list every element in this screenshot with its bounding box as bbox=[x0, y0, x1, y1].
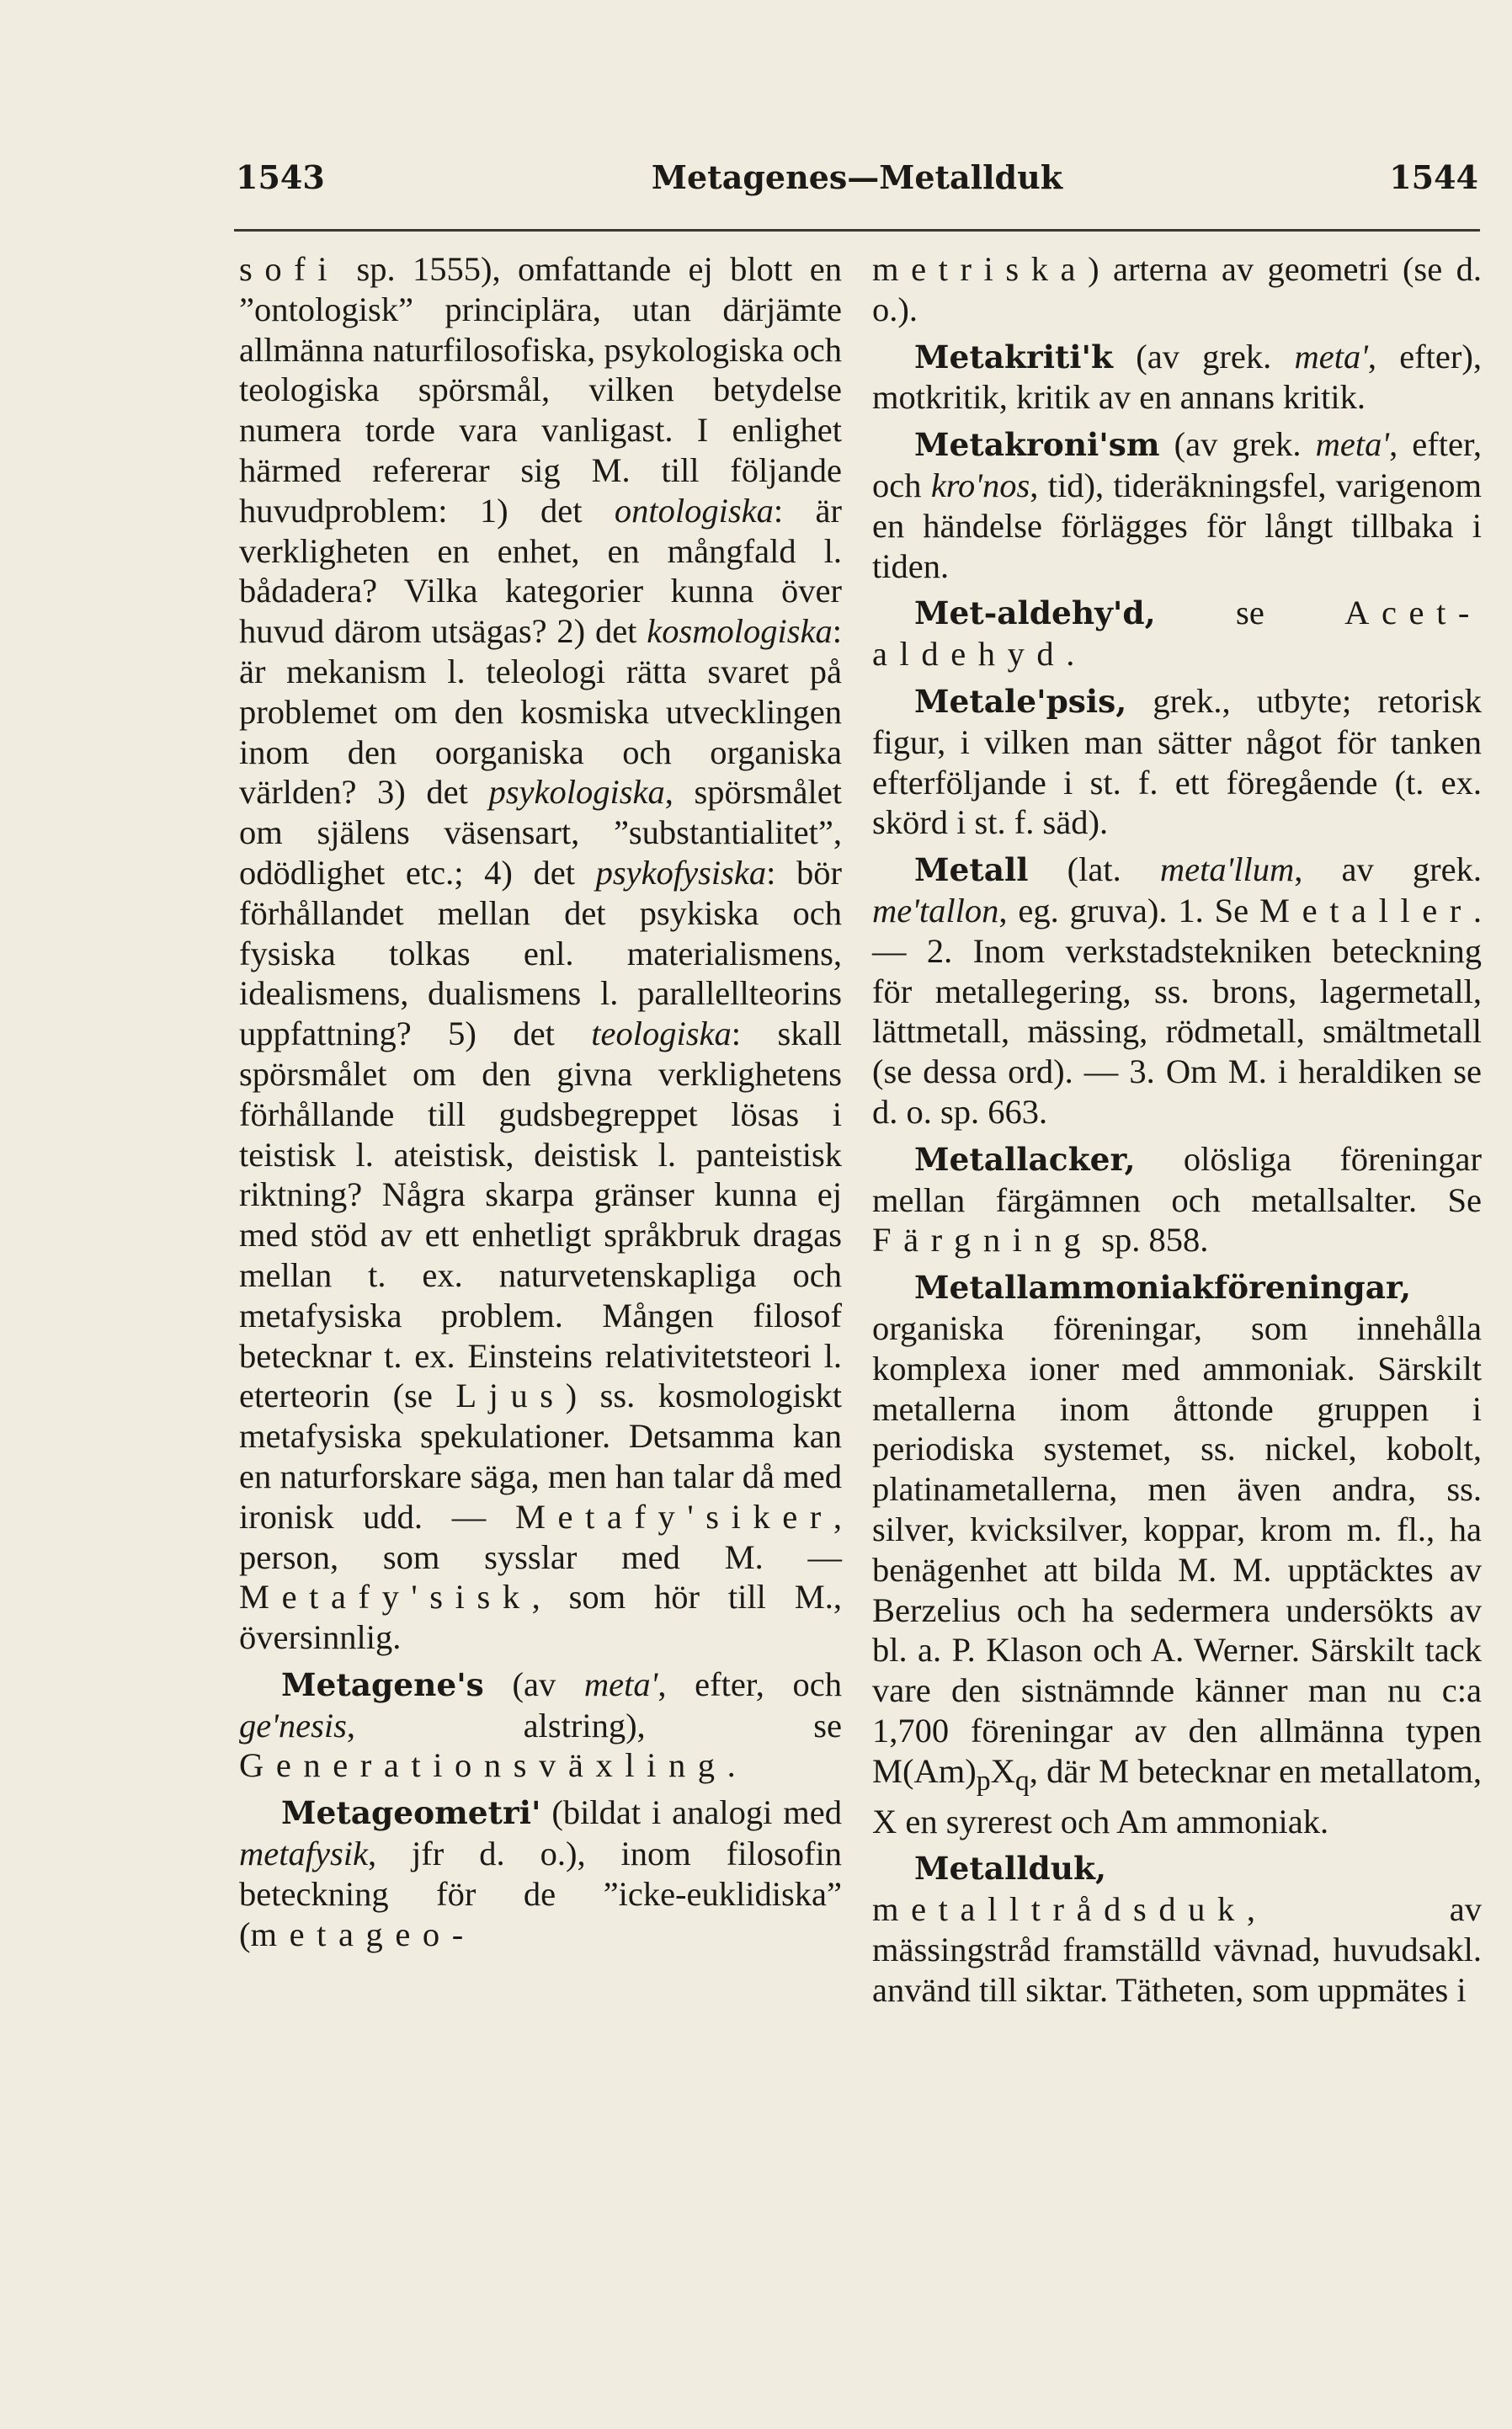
entry-metakritik: Metakriti'k (av grek. meta', efter), motkritik, kritik av en annans kritik. bbox=[872, 337, 1482, 417]
right-column bbox=[872, 249, 1482, 2011]
entry-metagenes: Metagene's (av meta', efter, och ge'nesis, alstring), se Generationsväxling. bbox=[239, 1665, 842, 1785]
entry-metageometri-continuation: metriska) arterna av geometri (se d. o.). bbox=[872, 250, 1482, 328]
headword: Metageometri' bbox=[281, 1794, 541, 1832]
entry-metalepsis: Metale'psis, grek., utbyte; retorisk figur, i vilken man sätter något för tanken efterföljande i st. f. ett föregående (t. ex. skörd i st. f. säd). bbox=[872, 681, 1482, 842]
headword: Metale'psis, bbox=[914, 682, 1127, 720]
entry-metafysik-continuation: sofi sp. 1555), omfattande ej blott en ”ontologisk” principlära, utan därjämte allmänna naturfilosofiska, psykologiska och teologiska spörsmål, vilken betydelse numera torde vara vanligast. I enlighet härmed refererar sig M. till följande huvudproblem: 1) det ontologiska: är verkligheten en enhet, en mångfald l. bådadera? Vilka kategorier kunna över huvud därom utsägas? 2) det kosmologiska: är mekanism l. teleologi rätta svaret på problemet om den kosmiska utvecklingen inom den oorganiska och organiska världen? 3) det psykologiska, spörsmålet om själens väsensart, ”substantialitet”, odödlighet etc.; 4) det psykofysiska: bör förhållandet mellan det psykiska och fysiska tolkas enl. materialismens, idealismens, dualismens l. parallellteorins uppfattning? 5) det teologiska: skall spörsmålet om den givna verklighetens förhållande till gudsbegreppet lösas i teistisk l. ateistisk, deistisk l. panteistisk riktning? Några skarpa gränser kunna ej med stöd av ett enhetligt språkbruk dragas mellan t. ex. naturvetenskapliga och metafysiska problem. Mången filosof betecknar t. ex. Einsteins relativitetsteori l. eterteorin (se Ljus) ss. kosmologiskt metafysiska spekulationer. Detsamma kan en naturforskare säga, men han talar då med ironisk udd. — Metafy'siker, person, som sysslar med M. — Metafy'sisk, som hör till M., översinnlig. bbox=[239, 250, 843, 1657]
headword: Metakriti'k bbox=[914, 338, 1114, 376]
headword: Metallammoniakföreningar, bbox=[914, 1269, 1412, 1307]
left-column bbox=[239, 249, 842, 1954]
headword: Metallacker, bbox=[914, 1140, 1136, 1178]
running-title: Metagenes—Metallduk bbox=[651, 158, 1063, 196]
headword: Met-aldehy'd, bbox=[914, 594, 1156, 632]
entry-metageometri: Metageometri' (bildat i analogi med metafysik, jfr d. o.), inom filosofin beteckning för de ”icke-euklidiska” (metageo- bbox=[239, 1793, 842, 1953]
headword: Metakroni'sm bbox=[914, 426, 1160, 464]
chemical-formula: $M(Am)_pX_q$ bbox=[872, 1751, 1030, 1797]
headword: Metagene's bbox=[281, 1665, 484, 1703]
page-header bbox=[236, 158, 1478, 209]
entry-metallacker: Metallacker, olösliga föreningar mellan färgämnen och metallsalter. Se Färgning sp. 858. bbox=[872, 1139, 1482, 1260]
header-rule bbox=[234, 229, 1480, 232]
entry-metallduk: Metallduk, metalltrådsduk, av mässingstråd framställd vävnad, huvudsakl. använd till siktar. Tätheten, som uppmätes i bbox=[872, 1850, 1482, 2009]
page-number-left: 1543 bbox=[236, 158, 325, 196]
entry-metaldehyd: Met-aldehy'd, se Acet-aldehyd. bbox=[872, 594, 1482, 674]
entry-metallammoniakforeningar: Metallammoniakföreningar, organiska föreningar, som innehålla komplexa ioner med ammoniak. Särskilt metallerna inom åttonde gruppen i periodiska systemet, ss. nickel, kobolt, platinametallerna, men även andra, ss. silver, kvicksilver, koppar, krom m. fl., ha benägenhet att bilda M. M. upptäcktes av Berzelius och ha sedermera undersökts av bl. a. P. Klason och A. Werner. Särskilt tack vare den sistnämnde känner man nu c:a 1,700 föreningar av den allmänna typen $M(Am)_pX_q$, där M betecknar en metallatom, X en syrerest och Am ammoniak. bbox=[872, 1269, 1482, 1840]
page-number-right: 1544 bbox=[1389, 158, 1478, 196]
headword: Metall bbox=[914, 851, 1029, 889]
headword: Metallduk, bbox=[914, 1850, 1107, 1888]
entry-metall: Metall (lat. meta'llum, av grek. me'tallon, eg. gruva). 1. Se Metaller. — 2. Inom verkstadstekniken beteckning för metallegering, ss. brons, lagermetall, lättmetall, mässing, rödmetall, smältmetall (se dessa ord). — 3. Om M. i heraldiken se d. o. sp. 663. bbox=[872, 850, 1482, 1131]
entry-metakronism: Metakroni'sm (av grek. meta', efter, och kro'nos, tid), tideräkningsfel, varigenom en händelse förlägges för långt tillbaka i tiden. bbox=[872, 425, 1482, 585]
